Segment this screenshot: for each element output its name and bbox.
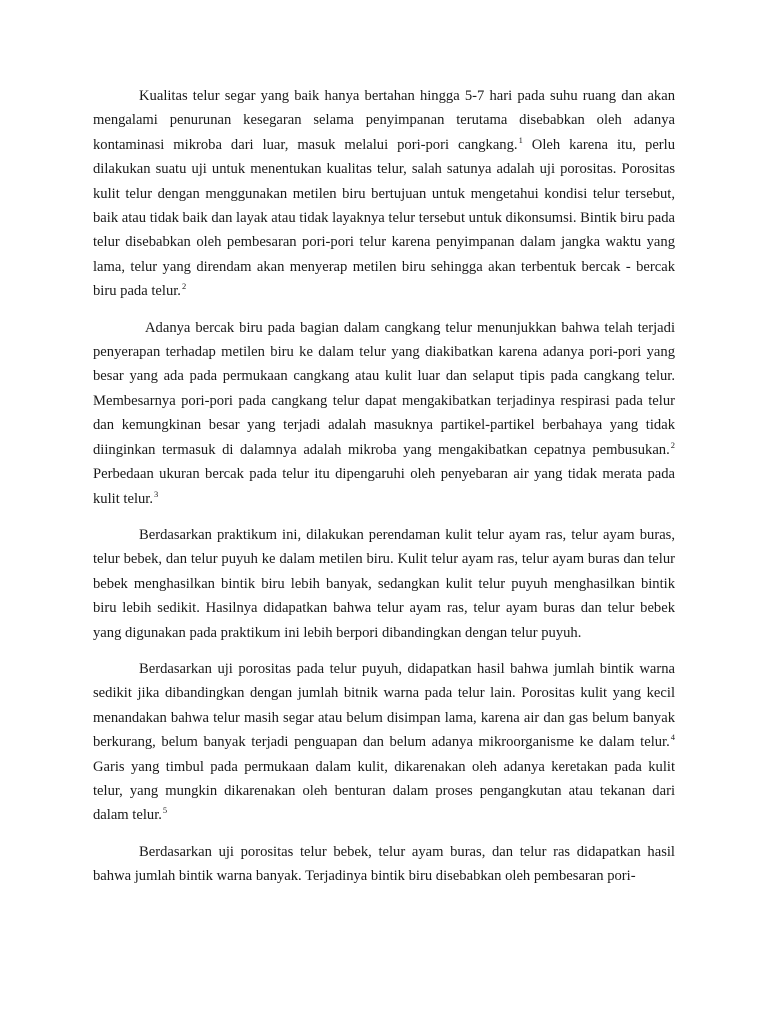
paragraph-text: Oleh karena itu, perlu dilakukan suatu uji untuk menentukan kualitas telur, salah satunya adalah uji porositas. Porositas kulit telur dengan menggunakan metilen biru bertujuan untuk mengetahui kondisi telur tersebut, baik atau tidak baik dan layak atau tidak layaknya telur tersebut untuk dikonsumsi. Bintik biru pada telur disebabkan oleh pembesaran pori-pori telur karena penyimpanan dalam jangka waktu yang lama, telur yang direndam akan menyerap metilen biru sehingga akan terbentuk bercak - bercak biru pada telur. bbox=[93, 136, 676, 300]
footnote-ref: 5 bbox=[162, 805, 168, 816]
footnote-ref: 2 bbox=[181, 281, 187, 292]
paragraph-text: Garis yang timbul pada permukaan dalam kulit, dikarenakan oleh adanya keretakan pada kulit telur, yang mungkin dikarenakan oleh benturan dalam proses pengangkutan atau tekanan dari dalam telur. bbox=[93, 758, 675, 824]
paragraph-2 bbox=[93, 316, 675, 511]
footnote-ref: 1 bbox=[518, 134, 523, 145]
paragraph-text: Berdasarkan uji porositas telur bebek, telur ayam buras, dan telur ras didapatkan hasil bahwa jumlah bintik warna banyak. Terjadinya bintik biru disebabkan oleh pembesaran pori- bbox=[93, 843, 675, 885]
paragraph-text: Kualitas telur segar yang baik hanya bertahan hingga 5-7 hari pada suhu ruang dan akan mengalami penurunan kesegaran selama penyimpanan terutama disebabkan oleh adanya kontaminasi mikroba dari luar, masuk melalui pori-pori cangkang. bbox=[93, 88, 675, 153]
footnote-ref: 3 bbox=[154, 488, 159, 499]
paragraph-3 bbox=[93, 523, 675, 645]
footnote-ref: 2 bbox=[670, 439, 675, 450]
paragraph-text: Berdasarkan praktikum ini, dilakukan perendaman kulit telur ayam ras, telur ayam buras, telur bebek, dan telur puyuh ke dalam metilen biru. Kulit telur ayam ras, telur ayam buras dan telur bebek menghasilkan bintik biru lebih banyak, sedangkan kulit telur puyuh menghasilkan bintik biru lebih sedikit. Hasilnya didapatkan bahwa telur ayam ras, telur ayam buras dan telur bebek yang digunakan pada praktikum ini lebih berpori dibandingkan dengan telur puyuh. bbox=[93, 526, 675, 641]
paragraph-text: Perbedaan ukuran bercak pada telur itu dipengaruhi oleh penyebaran air yang tidak merata pada kulit telur. bbox=[93, 466, 675, 507]
paragraph-text: Berdasarkan uji porositas pada telur puyuh, didapatkan hasil bahwa jumlah bintik warna sedikit jika dibandingkan dengan jumlah bitnik warna pada telur lain. Porositas kulit yang kecil menandakan bahwa telur masih segar atau belum disimpan lama, karena air dan gas belum banyak berkurang, belum banyak terjadi penguapan dan belum adanya mikroorganisme ke dalam telur. bbox=[93, 660, 675, 751]
paragraph-text: Adanya bercak biru pada bagian dalam cangkang telur menunjukkan bahwa telah terjadi penyerapan terhadap metilen biru ke dalam telur yang diakibatkan karena adanya pori-pori yang besar yang ada pada permukaan cangkang atau kulit luar dan selaput tipis pada cangkang telur. Membesarnya pori-pori pada cangkang telur dapat mengakibatkan terjadinya respirasi pada telur dan kemungkinan besar yang terjadi adalah masuknya partikel-partikel berbahaya yang tidak diinginkan termasuk di dalamnya adalah mikroba yang mengakibatkan cepatnya pembusukan. bbox=[93, 319, 675, 458]
paragraph-1 bbox=[93, 84, 675, 304]
paragraph-4 bbox=[93, 657, 675, 828]
paragraph-5 bbox=[93, 840, 675, 889]
document-page bbox=[93, 84, 675, 901]
footnote-ref: 4 bbox=[670, 732, 675, 743]
